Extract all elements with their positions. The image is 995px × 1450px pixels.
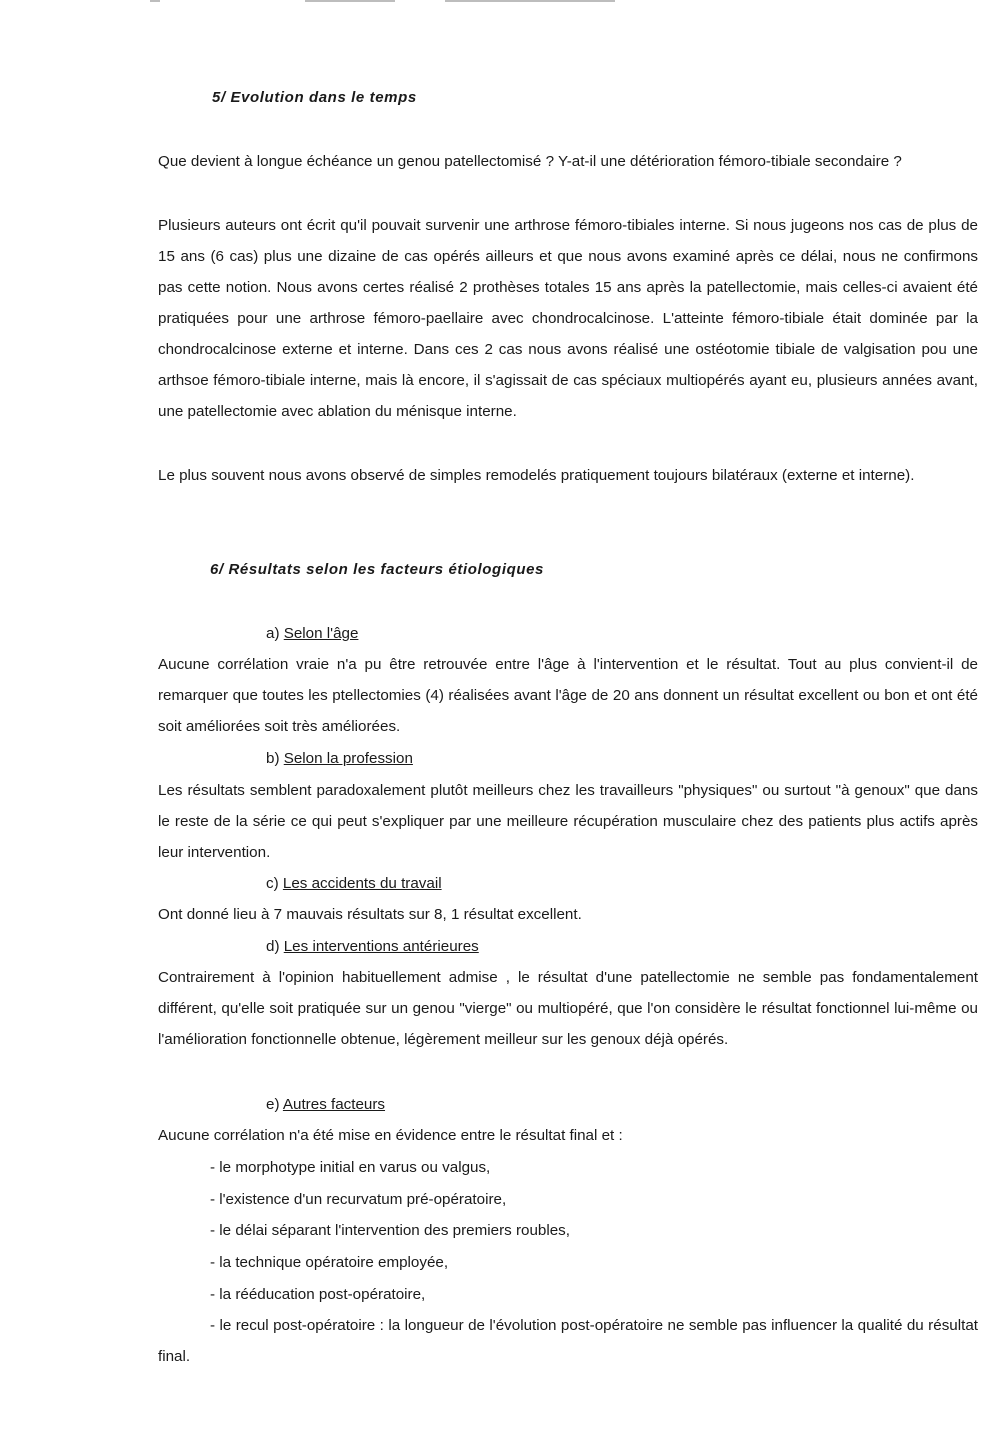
- subsection-d-heading: [266, 931, 479, 962]
- section-5-paragraph-2: Plusieurs auteurs ont écrit qu'il pouvait survenir une arthrose fémoro-tibiales interne. Si nous jugeons nos cas de plus de 15 ans (6 cas) plus une dizaine de cas opérés ailleurs et que nous avons examiné après ce délai, nous ne confirmons pas cette notion. Nous avons certes réalisé 2 prothèses totales 15 ans après la patellectomie, mais celles-ci avaient été pratiquées pour une arthrose fémoro-paellaire avec chondrocalcinose. L'atteinte fémoro-tibiale était dominée par la chondrocalcinose externe et interne. Dans ces 2 cas nous avons réalisé une ostéotomie tibiale de valgisation pou une arthsoe fémoro-tibiale interne, mais là encore, il s'agissait de cas spéciaux multiopérés ayant eu, plusieurs années avant, une patellectomie avec ablation du ménisque interne.: [158, 217, 978, 420]
- subsection-c-label: Les accidents du travail: [282, 875, 442, 892]
- subsection-e-text: Aucune corrélation n'a été mise en évidence entre le résultat final et :: [158, 1127, 623, 1144]
- subsection-e-heading: [266, 1089, 385, 1120]
- subsection-b-prefix: b): [266, 750, 284, 767]
- subsection-b-heading: [266, 743, 413, 774]
- list-item: - l'existence d'un recurvatum pré-opératoire,: [210, 1191, 507, 1208]
- section-6-title: 6/ Résultats selon les facteurs étiologiques: [210, 561, 544, 578]
- list-item: - la rééducation post-opératoire,: [210, 1286, 426, 1303]
- subsection-b-text: Les résultats semblent paradoxalement plutôt meilleurs chez les travailleurs "physiques" ou surtout "à genoux" que dans le reste de la série ce qui peut s'expliquer par une meilleure récupération musculaire chez des patients plus actifs après leur intervention.: [158, 782, 978, 861]
- list-item: - le recul post-opératoire : la longueur de l'évolution post-opératoire ne semble pas influencer la qualité du résultat final.: [158, 1317, 978, 1365]
- subsection-a-label: Selon l'âge: [283, 625, 359, 642]
- list-item: - le délai séparant l'intervention des premiers roubles,: [210, 1222, 570, 1239]
- list-item: - le morphotype initial en varus ou valgus,: [210, 1159, 491, 1176]
- subsection-e-prefix: e): [266, 1096, 283, 1113]
- section-5-title: 5/ Evolution dans le temps: [212, 89, 417, 106]
- subsection-b-label: Selon la profession: [283, 750, 413, 767]
- subsection-c-heading: [266, 868, 442, 899]
- scan-artifact: [445, 0, 615, 2]
- subsection-a-heading: [266, 618, 358, 649]
- scan-artifact: [305, 0, 395, 2]
- subsection-a-prefix: a): [266, 625, 284, 642]
- subsection-c-text: Ont donné lieu à 7 mauvais résultats sur 8, 1 résultat excellent.: [158, 906, 582, 923]
- subsection-c-prefix: c): [266, 875, 283, 892]
- section-5-paragraph-3: Le plus souvent nous avons observé de simples remodelés pratiquement toujours bilatéraux (externe et interne).: [158, 467, 915, 484]
- subsection-d-label: Les interventions antérieures: [283, 938, 479, 955]
- scan-artifact: [150, 0, 160, 2]
- subsection-a-text: Aucune corrélation vraie n'a pu être retrouvée entre l'âge à l'intervention et le résultat. Tout au plus convient-il de remarquer que toutes les ptellectomies (4) réalisées avant l'âge de 20 ans donnent un résultat excellent ou bon et ont été soit améliorées soit très améliorées.: [158, 656, 978, 735]
- list-item: - la technique opératoire employée,: [210, 1254, 449, 1271]
- section-5-paragraph-1: Que devient à longue échéance un genou patellectomisé ? Y-at-il une détérioration fémoro-tibiale secondaire ?: [158, 153, 902, 170]
- subsection-d-prefix: d): [266, 938, 284, 955]
- subsection-e-label: Autres facteurs: [282, 1096, 386, 1113]
- subsection-d-text: Contrairement à l'opinion habituellement admise , le résultat d'une patellectomie ne semble pas fondamentalement différent, qu'elle soit pratiquée sur un genou "vierge" ou multiopéré, que l'on considère le résultat fonctionnel lui-même ou l'amélioration fonctionnelle obtenue, légèrement meilleur sur les genoux déjà opérés.: [158, 969, 978, 1048]
